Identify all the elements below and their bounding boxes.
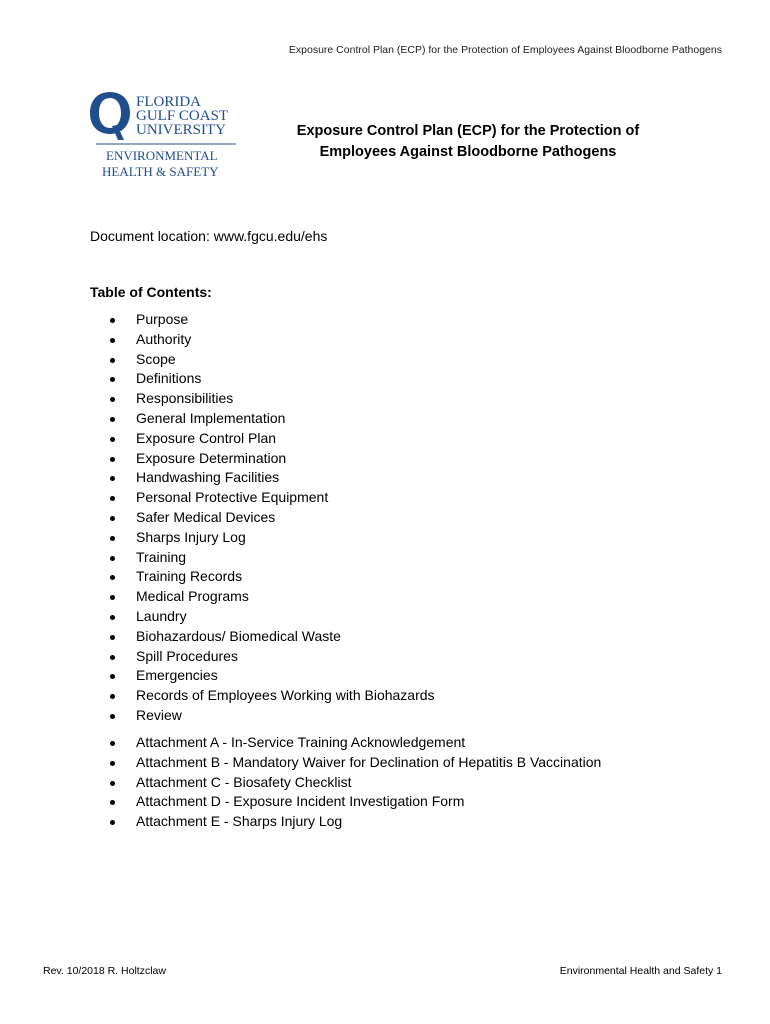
toc-item: Safer Medical Devices	[108, 508, 435, 528]
toc-item: Attachment C - Biosafety Checklist	[108, 773, 601, 793]
toc-item: Attachment E - Sharps Injury Log	[108, 812, 601, 832]
toc-item: Medical Programs	[108, 587, 435, 607]
logo-line-5: HEALTH & SAFETY	[102, 164, 219, 179]
logo-line-4: ENVIRONMENTAL	[106, 148, 218, 163]
toc-item: Attachment A - In-Service Training Acknowledgement	[108, 733, 601, 753]
title-line-2: Employees Against Bloodborne Pathogens	[319, 144, 617, 160]
footer-revision: Rev. 10/2018 R. Holtzclaw	[43, 965, 166, 977]
logo-line-3: UNIVERSITY	[136, 122, 226, 138]
toc-item: Laundry	[108, 607, 435, 627]
logo-line-2: GULF COAST	[136, 108, 229, 124]
toc-item: Emergencies	[108, 666, 435, 686]
title-line-1: Exposure Control Plan (ECP) for the Protection of	[296, 123, 640, 139]
document-title	[268, 121, 668, 163]
toc-item: Review	[108, 706, 435, 726]
toc-item: Purpose	[108, 310, 435, 330]
footer-page-label: Environmental Health and Safety 1	[559, 965, 722, 977]
attachments-list	[108, 733, 601, 832]
toc-item: Scope	[108, 350, 435, 370]
toc-item: Exposure Determination	[108, 449, 435, 469]
logo-line-1: FLORIDA	[136, 94, 202, 110]
running-header: Exposure Control Plan (ECP) for the Protection of Employees Against Bloodborne Pathogens	[288, 44, 722, 56]
toc-item: Training	[108, 548, 435, 568]
toc-item: Spill Procedures	[108, 647, 435, 667]
toc-item: Sharps Injury Log	[108, 528, 435, 548]
toc-item: Handwashing Facilities	[108, 468, 435, 488]
toc-heading: Table of Contents:	[90, 284, 212, 300]
toc-item: Records of Employees Working with Biohazards	[108, 686, 435, 706]
toc-item: Responsibilities	[108, 389, 435, 409]
toc-item: Definitions	[108, 369, 435, 389]
toc-item: Authority	[108, 330, 435, 350]
toc-item: Exposure Control Plan	[108, 429, 435, 449]
toc-item: Training Records	[108, 567, 435, 587]
document-location: Document location: www.fgcu.edu/ehs	[90, 228, 328, 244]
toc-item: General Implementation	[108, 409, 435, 429]
toc-item: Personal Protective Equipment	[108, 488, 435, 508]
fgcu-ehs-logo	[88, 88, 248, 184]
toc-item: Attachment D - Exposure Incident Investigation Form	[108, 792, 601, 812]
toc-list	[108, 310, 435, 726]
toc-item: Biohazardous/ Biomedical Waste	[108, 627, 435, 647]
toc-item: Attachment B - Mandatory Waiver for Declination of Hepatitis B Vaccination	[108, 753, 601, 773]
